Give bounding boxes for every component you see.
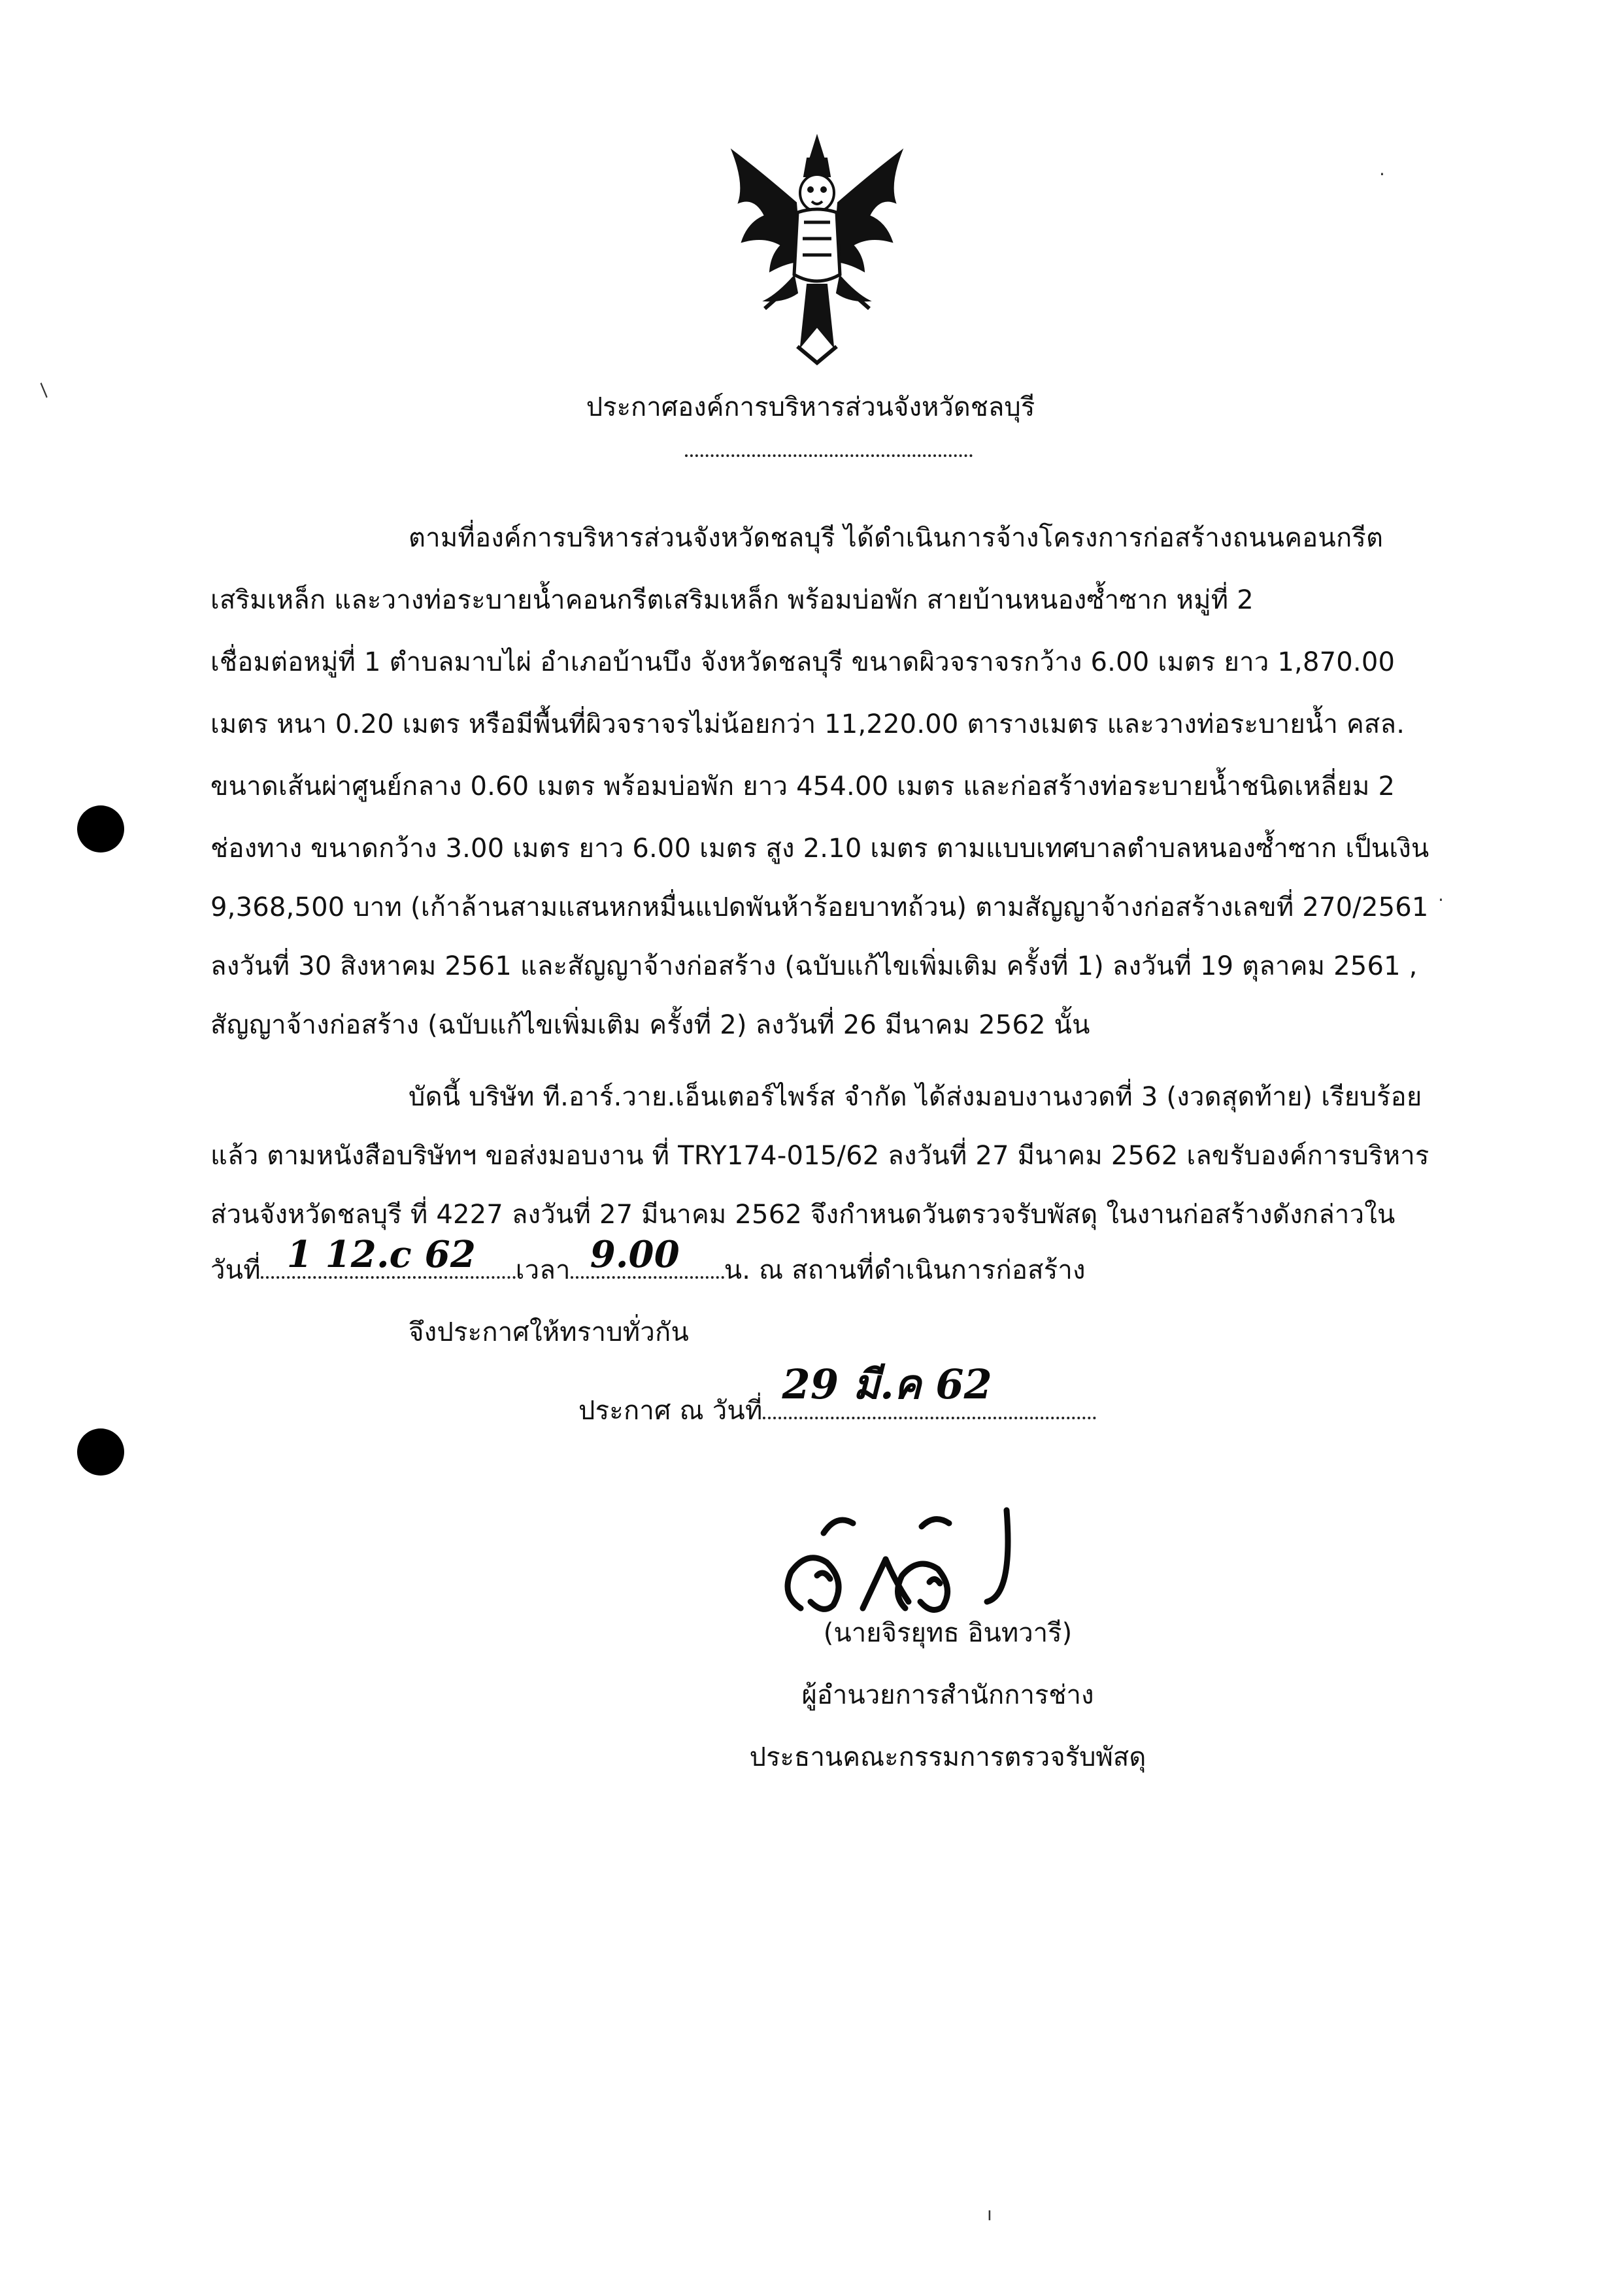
signer-role: ประธานคณะกรรมการตรวจรับพัสดุ [749,1742,1146,1772]
paragraph2-line-2: แล้ว ตามหนังสือบริษัทฯ ขอส่งมอบงาน ที่ TRY174-015/62 ลงวันที่ 27 มีนาคม 2562 เลขรับองค์การบริหาร [210,1141,1429,1171]
punch-hole-top [77,805,124,853]
announce-date-handwritten: 29 มี.ค 62 [782,1360,993,1408]
inspection-date-handwritten: 1 12.c 62 [286,1233,476,1276]
signature-icon [771,1497,1052,1615]
paragraph1-line-5: ขนาดเส้นผ่าศูนย์กลาง 0.60 เมตร พร้อมบ่อพัก ยาว 454.00 เมตร และก่อสร้างท่อระบายน้ำชนิดเหลี่ยม 2 [210,771,1395,802]
closing-line: จึงประกาศให้ทราบทั่วกัน [409,1317,689,1347]
paragraph1-line-3: เชื่อมต่อหมู่ที่ 1 ตำบลมาบไผ่ อำเภอบ้านบึง จังหวัดชลบุรี ขนาดผิวจราจรกว้าง 6.00 เมตร ยาว 1,870.00 [210,647,1395,677]
paragraph1-line-7: 9,368,500 บาท (เก้าล้านสามแสนหกหมื่นแปดพันห้าร้อยบาทถ้วน) ตามสัญญาจ้างก่อสร้างเลขที่ 270/2561 [210,892,1429,922]
paragraph2-line-3: ส่วนจังหวัดชลบุรี ที่ 4227 ลงวันที่ 27 มีนาคม 2562 จึงกำหนดวันตรวจรับพัสดุ ในงานก่อสร้างดังกล่าวใน [210,1200,1395,1230]
paragraph1-line-4: เมตร หนา 0.20 เมตร หรือมีพื้นที่ผิวจราจรไม่น้อยกว่า 11,220.00 ตารางเมตร และวางท่อระบายน้ำ คสล. [210,709,1405,739]
inspection-date-field [261,1233,516,1279]
paragraph2-line-1: บัดนี้ บริษัท ที.อาร์.วาย.เอ็นเตอร์ไพร์ส จำกัด ได้ส่งมอบงานงวดที่ 3 (งวดสุดท้าย) เรียบร้อย [409,1082,1422,1112]
scan-mark: · [1438,889,1444,911]
inspection-line-suffix: น. ณ สถานที่ดำเนินการก่อสร้าง [724,1255,1086,1285]
inspection-time-label: เวลา [515,1255,571,1285]
signer-name: (นายจิรยุทธ อินทวารี) [823,1618,1073,1648]
paragraph1-line-8: ลงวันที่ 30 สิงหาคม 2561 และสัญญาจ้างก่อสร้าง (ฉบับแก้ไขเพิ่มเติม ครั้งที่ 1) ลงวันที่ 19 ตุลาคม 2561 , [210,951,1418,981]
paragraph1-line-1: ตามที่องค์การบริหารส่วนจังหวัดชลบุรี ได้ดำเนินการจ้างโครงการก่อสร้างถนนคอนกรีต [409,523,1384,553]
title-underline [685,454,973,457]
inspection-time-handwritten: 9.00 [590,1233,680,1276]
paragraph1-line-2: เสริมเหล็ก และวางท่อระบายน้ำคอนกรีตเสริมเหล็ก พร้อมบ่อพัก สายบ้านหนองซ้ำซาก หมู่ที่ 2 [210,585,1254,615]
paragraph1-line-6: ช่องทาง ขนาดกว้าง 3.00 เมตร ยาว 6.00 เมตร สูง 2.10 เมตร ตามแบบเทศบาลตำบลหนองซ้ำซาก เป็นเงิน [210,834,1429,864]
document-title: ประกาศองค์การบริหารส่วนจังหวัดชลบุรี [586,392,1035,422]
scan-mark: · [1379,163,1385,185]
signer-position: ผู้อำนวยการสำนักการช่าง [801,1680,1094,1710]
scan-mark: / [34,379,53,401]
paragraph1-line-9: สัญญาจ้างก่อสร้าง (ฉบับแก้ไขเพิ่มเติม ครั้งที่ 2) ลงวันที่ 26 มีนาคม 2562 นั้น [210,1010,1090,1040]
inspection-time-field [571,1233,724,1279]
scan-mark: ı [987,2203,992,2225]
announce-label: ประกาศ ณ วันที่ [578,1396,763,1426]
announce-line [578,1360,1096,1431]
punch-hole-bottom [77,1428,124,1476]
inspection-line [210,1233,1086,1291]
announce-date-field [763,1360,1096,1419]
inspection-date-label: วันที่ [210,1255,261,1285]
garuda-emblem-icon [719,131,915,366]
